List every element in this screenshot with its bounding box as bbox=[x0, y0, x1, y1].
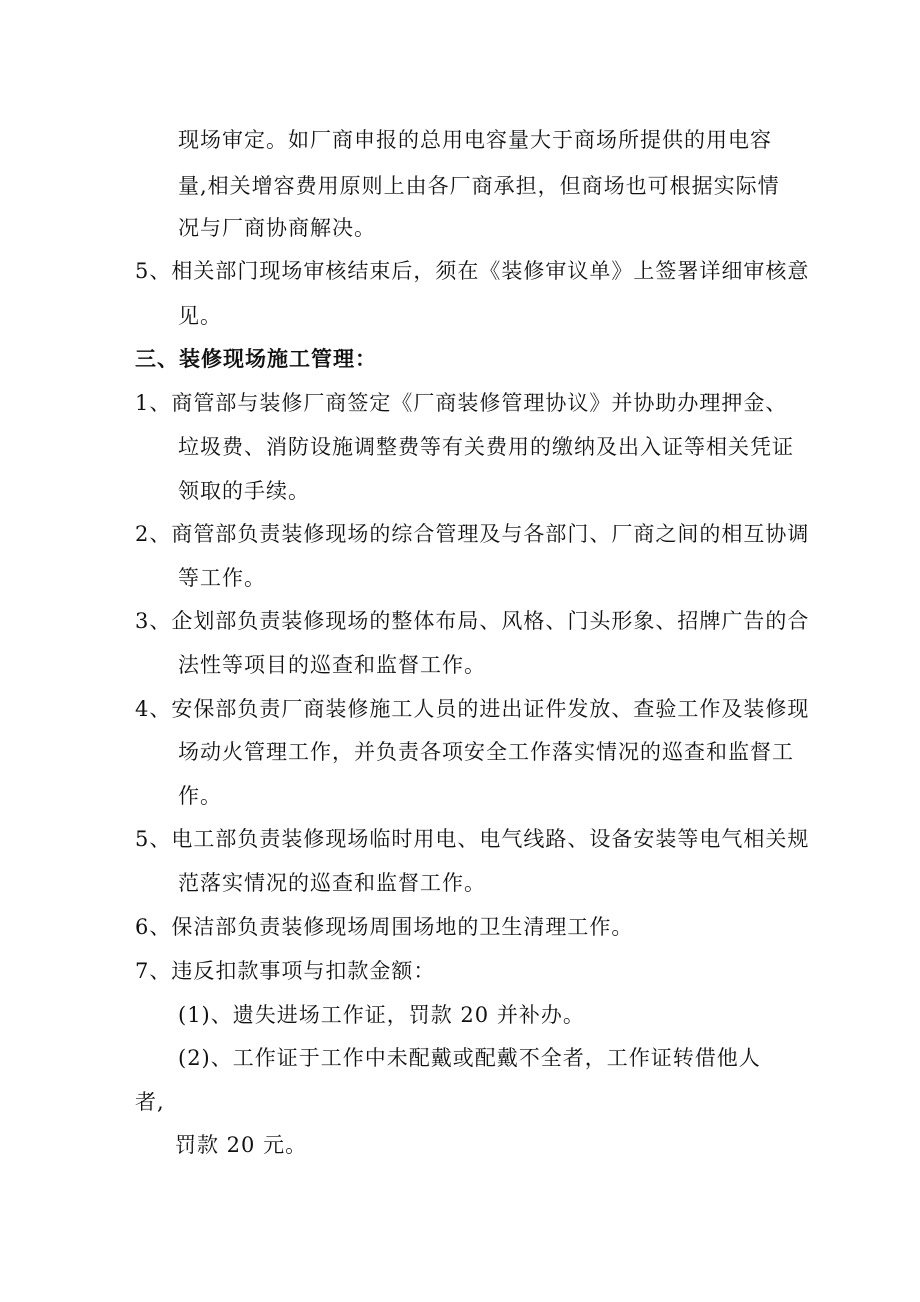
text-line: 垃圾费、消防设施调整费等有关费用的缴纳及出入证等相关凭证 bbox=[178, 435, 794, 459]
text-line: 量,相关增容费用原则上由各厂商承担，但商场也可根据实际情 bbox=[178, 174, 780, 198]
text-line: 范落实情况的巡查和监督工作。 bbox=[178, 871, 486, 895]
item-7-line: 7、违反扣款事项与扣款金额： bbox=[135, 959, 436, 983]
section-heading: 三、装修现场施工管理： bbox=[135, 346, 377, 371]
item-4-line: 4、安保部负责厂商装修施工人员的进出证件发放、查验工作及装修现 bbox=[135, 697, 810, 721]
item-5-line: 5、相关部门现场审核结束后，须在《装修审议单》上签署详细审核意 bbox=[135, 259, 810, 283]
item-6-line: 6、保洁部负责装修现场周围场地的卫生清理工作。 bbox=[135, 915, 634, 939]
text-line: 况与厂商协商解决。 bbox=[178, 216, 376, 240]
text-line: 者, bbox=[135, 1090, 165, 1114]
sub-item-2-line: (2)、工作证于工作中未配戴或配戴不全者，工作证转借他人 bbox=[178, 1046, 761, 1070]
item-1-line: 1、商管部与装修厂商签定《厂商装修管理协议》并协助办理押金、 bbox=[135, 391, 788, 415]
sub-item-1-line: (1)、遗失进场工作证，罚款 20 并补办。 bbox=[178, 1003, 585, 1027]
text-line: 现场审定。如厂商申报的总用电容量大于商场所提供的用电容 bbox=[178, 128, 772, 152]
text-line: 等工作。 bbox=[178, 566, 266, 590]
text-line: 场动火管理工作，并负责各项安全工作落实情况的巡查和监督工 bbox=[178, 740, 794, 764]
text-line: 作。 bbox=[178, 784, 222, 808]
item-5-line: 5、电工部负责装修现场临时用电、电气线路、设备安装等电气相关规 bbox=[135, 827, 810, 851]
item-3-line: 3、企划部负责装修现场的整体布局、风格、门头形象、招牌广告的合 bbox=[135, 609, 810, 633]
item-2-line: 2、商管部负责装修现场的综合管理及与各部门、厂商之间的相互协调 bbox=[135, 522, 810, 546]
text-line: 罚款 20 元。 bbox=[175, 1133, 308, 1157]
text-line: 领取的手续。 bbox=[178, 479, 310, 503]
text-line: 见。 bbox=[178, 304, 222, 328]
text-line: 法性等项目的巡查和监督工作。 bbox=[178, 653, 486, 677]
